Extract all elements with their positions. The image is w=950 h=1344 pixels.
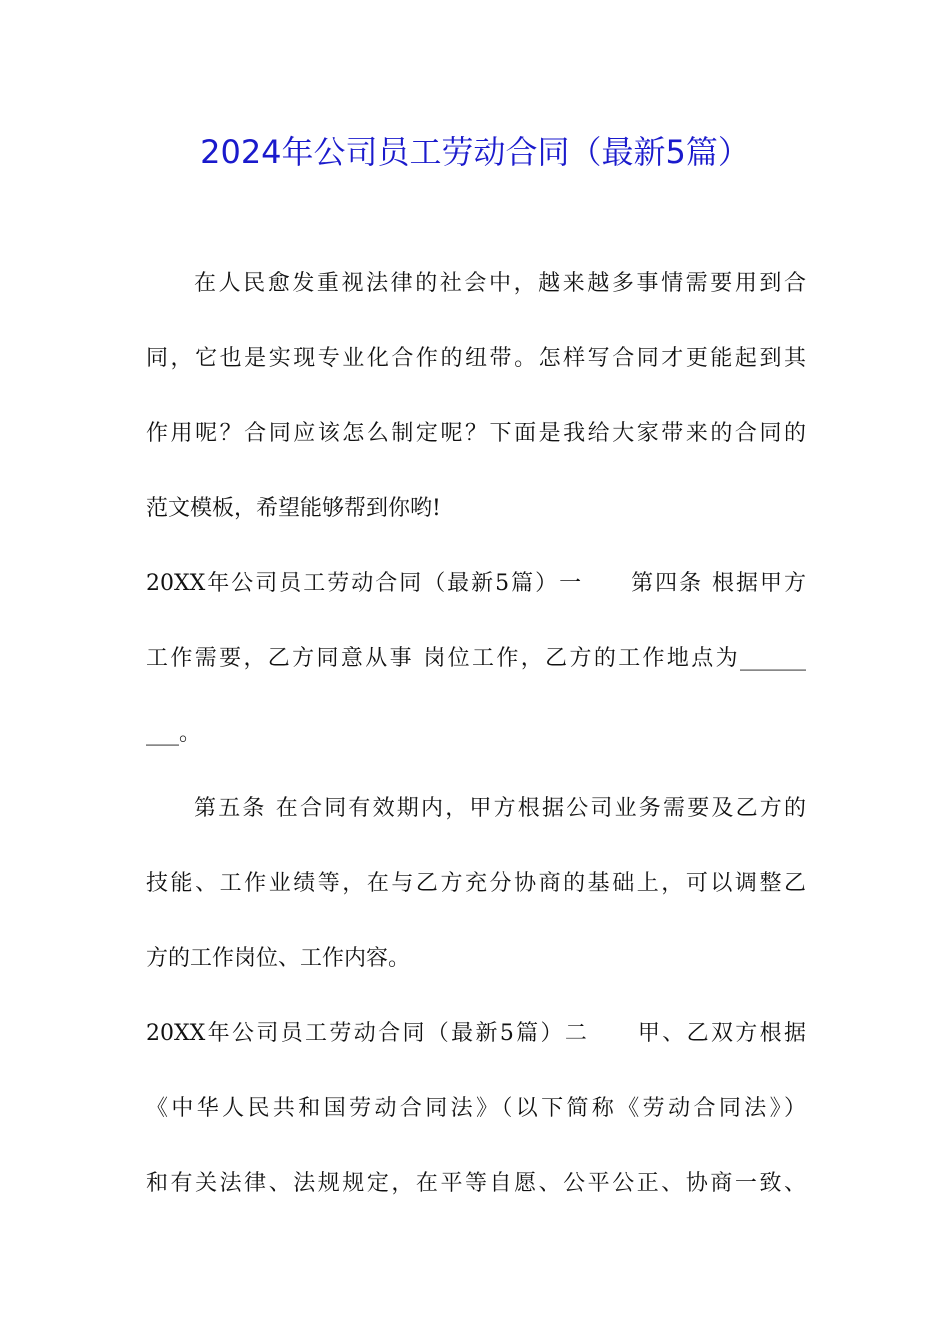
paragraph-line: 20XX年公司员工劳动合同（最新5篇）一 第四条 根据甲方 xyxy=(146,571,806,596)
paragraph-line: 方的工作岗位、工作内容。 xyxy=(146,946,411,971)
paragraph-line: 20XX年公司员工劳动合同（最新5篇）二 甲、乙双方根据 xyxy=(146,1021,806,1046)
paragraph-line: 在人民愈发重视法律的社会中，越来越多事情需要用到合 xyxy=(194,271,806,296)
document-title: 2024年公司员工劳动合同（最新5篇） xyxy=(200,133,750,171)
paragraph-line: 第五条 在合同有效期内，甲方根据公司业务需要及乙方的 xyxy=(194,796,806,821)
paragraph-line: 和有关法律、法规规定，在平等自愿、公平公正、协商一致、 xyxy=(146,1171,806,1196)
paragraph-line: 工作需要，乙方同意从事 岗位工作，乙方的工作地点为______ xyxy=(146,646,806,671)
paragraph-line: 同，它也是实现专业化合作的纽带。怎样写合同才更能起到其 xyxy=(146,346,806,371)
paragraph-line: 范文模板，希望能够帮到你哟! xyxy=(146,496,441,521)
paragraph-line: ___。 xyxy=(146,721,202,746)
paragraph-line: 《中华人民共和国劳动合同法》（以下简称《劳动合同法》） xyxy=(146,1096,806,1121)
paragraph-line: 作用呢？合同应该怎么制定呢？下面是我给大家带来的合同的 xyxy=(146,421,806,446)
paragraph-line: 技能、工作业绩等，在与乙方充分协商的基础上，可以调整乙 xyxy=(146,871,806,896)
